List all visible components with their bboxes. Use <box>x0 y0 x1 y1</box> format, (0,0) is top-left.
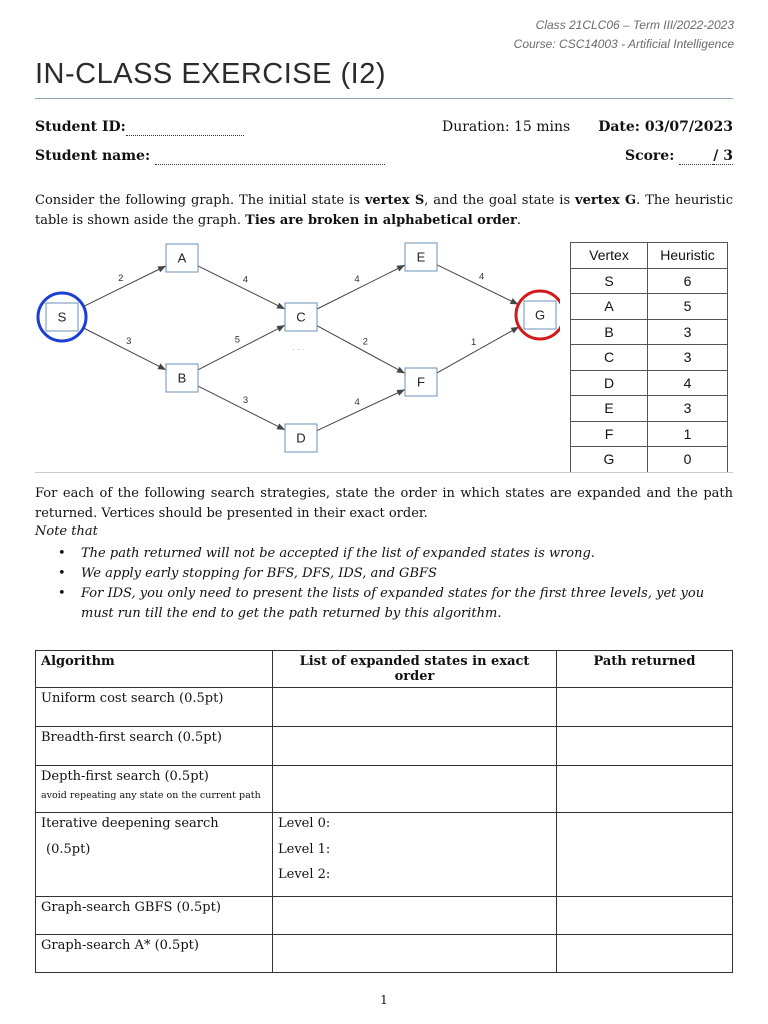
algo-ucs: Uniform cost search (0.5pt) <box>36 688 273 727</box>
edge-weight: 4 <box>354 396 360 408</box>
table-row <box>36 934 733 972</box>
node-label: B <box>177 370 187 386</box>
goal-vertex: vertex G <box>575 193 637 208</box>
edge-C-F <box>317 326 405 374</box>
dfs-expanded-cell[interactable] <box>273 766 557 813</box>
graph-node-B <box>166 364 198 392</box>
heuristic-row <box>571 345 728 371</box>
page-title: IN-CLASS EXERCISE (I2) <box>35 58 387 90</box>
note-item: • The path returned will not be accepted if the list of expanded states is wrong. <box>58 546 595 561</box>
heuristic-row <box>571 396 728 422</box>
heuristic-vertex-cell: D <box>571 370 648 396</box>
edge-weight: 4 <box>479 271 485 283</box>
heuristic-vertex-cell: C <box>571 345 648 371</box>
header-expanded-states: List of expanded states in exact order <box>273 651 557 688</box>
edge-S-B <box>83 328 166 370</box>
bfs-path-cell[interactable] <box>557 727 733 766</box>
course-info: Course: CSC14003 - Artificial Intelligence <box>513 37 734 51</box>
ids-expanded-cell[interactable] <box>273 813 557 897</box>
header-path-returned: Path returned <box>557 651 733 688</box>
note-item: • We apply early stopping for BFS, DFS, IDS, and GBFS <box>58 566 437 581</box>
node-label: D <box>296 430 306 446</box>
edge-weight: 4 <box>242 274 249 286</box>
heuristic-header-row <box>571 243 728 269</box>
bfs-expanded-cell[interactable] <box>273 727 557 766</box>
intro-text-4: . <box>516 213 522 228</box>
edge-weight: 2 <box>118 273 124 285</box>
student-id-label: Student ID: <box>35 119 126 135</box>
edge-F-G <box>437 327 519 373</box>
ucs-path-cell[interactable] <box>557 688 733 727</box>
intro-paragraph <box>35 191 733 231</box>
title-divider <box>35 98 733 99</box>
note-item-text: For IDS, you only need to present the lists of expanded states for the first three levels, yet you must run till the end to get the path returned by this algorithm. <box>81 586 705 621</box>
edge-D-F <box>317 389 405 430</box>
student-name-field[interactable] <box>35 148 385 165</box>
table-row <box>36 896 733 934</box>
astar-path-cell[interactable] <box>557 934 733 972</box>
note-item-text: The path returned will not be accepted if the list of expanded states is wrong. <box>81 546 595 561</box>
edge-weight: 3 <box>126 335 132 347</box>
intro-text-2: , and the goal state is <box>424 193 576 208</box>
node-label: E <box>416 249 426 265</box>
node-label: G <box>534 307 546 323</box>
score-label: Score: <box>624 148 675 164</box>
header-algorithm: Algorithm <box>36 651 273 688</box>
score-field[interactable] <box>625 148 733 165</box>
graph-node-A <box>166 244 198 272</box>
algo-gbfs: Graph-search GBFS (0.5pt) <box>36 896 273 934</box>
heuristic-vertex-cell: A <box>571 294 648 320</box>
heuristic-vertex-cell: B <box>571 319 648 345</box>
astar-expanded-cell[interactable] <box>273 934 557 972</box>
dfs-note: avoid repeating any state on the current path <box>41 790 261 801</box>
student-name-blank[interactable] <box>155 148 385 165</box>
algo-bfs: Breadth-first search (0.5pt) <box>36 727 273 766</box>
graph-node-S <box>38 293 86 341</box>
graph-node-G <box>516 291 560 339</box>
score-max: / 3 <box>713 148 733 164</box>
heuristic-value-cell: 0 <box>648 447 728 473</box>
student-name-label: Student name: <box>35 148 151 164</box>
ids-level-2: Level 2: <box>278 867 331 882</box>
graph-node-F <box>405 368 437 396</box>
answer-table <box>35 650 733 973</box>
graph-artifact: · · · <box>292 345 305 354</box>
section-divider <box>35 472 733 473</box>
algo-dfs-label: Depth-first search (0.5pt) <box>41 769 209 784</box>
edge-B-C <box>198 325 285 370</box>
dfs-path-cell[interactable] <box>557 766 733 813</box>
heuristic-value-cell: 4 <box>648 370 728 396</box>
heuristic-row <box>571 294 728 320</box>
table-row <box>36 727 733 766</box>
node-label: A <box>177 250 187 266</box>
edge-weight: 1 <box>470 337 477 349</box>
duration-text: Duration: 15 mins <box>442 119 571 135</box>
heuristic-header-value: Heuristic <box>648 243 728 269</box>
heuristic-value-cell: 5 <box>648 294 728 320</box>
edge-weight: 3 <box>242 394 249 406</box>
ids-level-0: Level 0: <box>278 816 331 831</box>
heuristic-row <box>571 421 728 447</box>
edge-weight: 5 <box>234 334 241 346</box>
algo-dfs <box>36 766 273 813</box>
node-label: F <box>417 374 425 390</box>
page-number: 1 <box>380 993 388 1007</box>
heuristic-row <box>571 370 728 396</box>
heuristic-value-cell: 6 <box>648 268 728 294</box>
heuristic-row <box>571 319 728 345</box>
note-label: Note that <box>35 524 98 539</box>
gbfs-expanded-cell[interactable] <box>273 896 557 934</box>
heuristic-vertex-cell: F <box>571 421 648 447</box>
node-label: S <box>57 309 67 325</box>
edge-E-G <box>437 265 518 305</box>
date-text: Date: 03/07/2023 <box>598 119 733 135</box>
heuristic-vertex-cell: G <box>571 447 648 473</box>
edge-weight: 2 <box>362 336 368 348</box>
answer-header-row <box>36 651 733 688</box>
note-list <box>58 544 734 624</box>
student-id-field[interactable] <box>35 119 244 136</box>
ids-level-1: Level 1: <box>278 841 331 857</box>
gbfs-path-cell[interactable] <box>557 896 733 934</box>
node-label: C <box>296 309 306 325</box>
edge-S-A <box>84 266 166 307</box>
instructions-text: For each of the following search strategies, state the order in which states are expanded and the path returned. Vertices should be presented in their exact order. <box>35 486 733 521</box>
graph-node-C <box>285 303 317 331</box>
heuristic-value-cell: 3 <box>648 345 728 371</box>
tie-rule: Ties are broken in alphabetical order <box>245 213 517 228</box>
heuristic-vertex-cell: S <box>571 268 648 294</box>
intro-text-3: . The heuristic table is shown aside the graph. <box>35 193 734 228</box>
graph-node-E <box>405 243 437 271</box>
score-blank[interactable] <box>679 148 713 165</box>
table-row <box>36 766 733 813</box>
algo-astar: Graph-search A* (0.5pt) <box>36 934 273 972</box>
heuristic-header-vertex: Vertex <box>571 243 648 269</box>
edge-C-E <box>317 265 405 309</box>
ucs-expanded-cell[interactable] <box>273 688 557 727</box>
heuristic-row <box>571 268 728 294</box>
note-item: • For IDS, you only need to present the lists of expanded states for the first three levels, yet you must run till the end to get the path returned by this algorithm. <box>58 586 705 621</box>
edge-weight: 4 <box>354 273 360 285</box>
algo-ids-points: (0.5pt) <box>46 841 91 857</box>
intro-text-1: Consider the following graph. The initial state is <box>35 193 365 208</box>
student-id-blank[interactable] <box>126 119 244 136</box>
edge-A-C <box>198 266 285 309</box>
graph-node-D <box>285 424 317 452</box>
class-info: Class 21CLC06 – Term III/2022-2023 <box>535 18 734 32</box>
table-row <box>36 688 733 727</box>
heuristic-value-cell: 1 <box>648 421 728 447</box>
ids-path-cell[interactable] <box>557 813 733 897</box>
edge-B-D <box>198 386 285 430</box>
heuristic-vertex-cell: E <box>571 396 648 422</box>
table-row <box>36 813 733 897</box>
algo-ids-label: Iterative deepening search <box>41 816 219 831</box>
initial-vertex: vertex S <box>364 193 425 208</box>
search-graph <box>35 242 560 467</box>
heuristic-table <box>570 242 728 473</box>
note-item-text: We apply early stopping for BFS, DFS, IDS, and GBFS <box>81 566 437 581</box>
heuristic-row <box>571 447 728 473</box>
heuristic-value-cell: 3 <box>648 396 728 422</box>
heuristic-value-cell: 3 <box>648 319 728 345</box>
algo-ids <box>36 813 273 897</box>
